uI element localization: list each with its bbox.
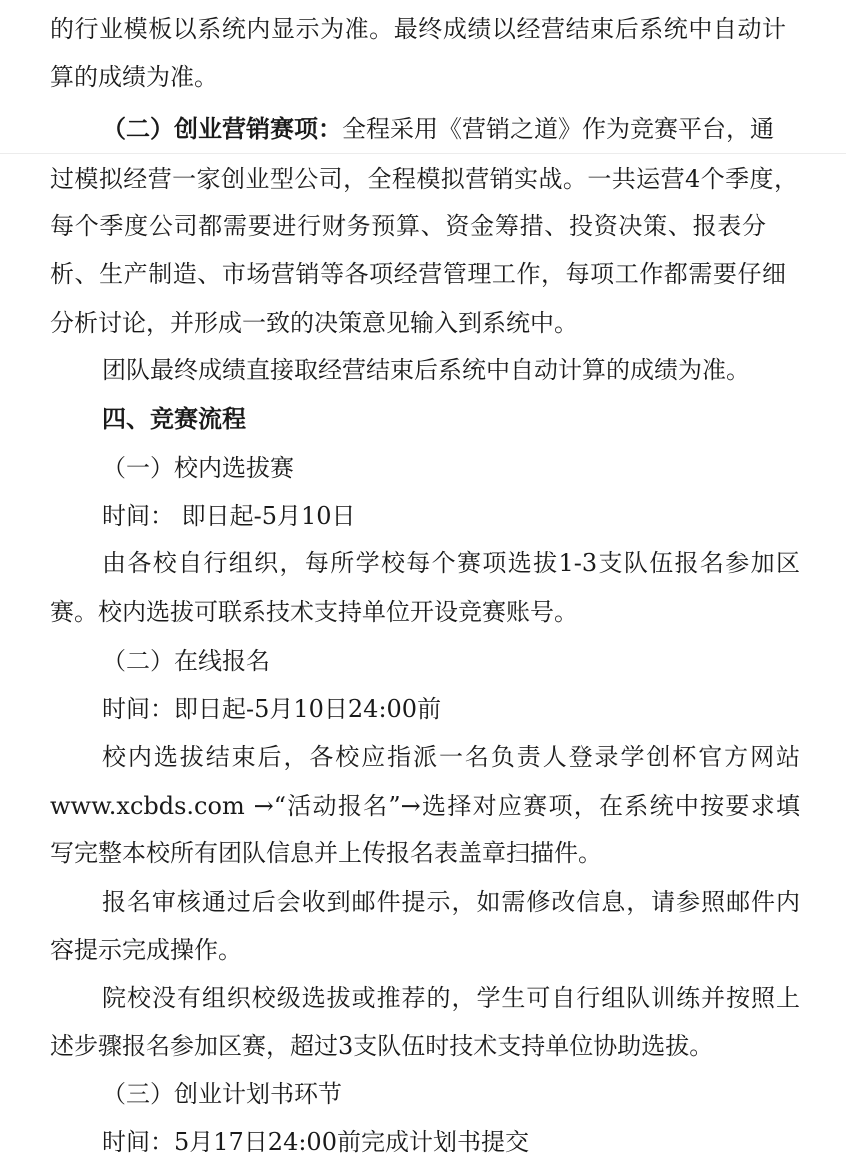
paragraph-line: 析、生产制造、市场营销等各项经营管理工作，每项工作都需要仔细 <box>50 260 786 288</box>
page-fold-line <box>0 153 846 154</box>
subsection-heading: （一）校内选拔赛 <box>102 454 294 482</box>
paragraph-line: 分析讨论，并形成一致的决策意见输入到系统中。 <box>50 309 578 337</box>
paragraph-line: 的行业模板以系统内显示为准。最终成绩以经营结束后系统中自动计 <box>50 15 786 43</box>
paragraph-line: 述步骤报名参加区赛，超过3支队伍时技术支持单位协助选拔。 <box>50 1032 714 1060</box>
paragraph-line: 算的成绩为准。 <box>50 63 218 91</box>
section-heading-marketing <box>102 112 774 146</box>
paragraph-line: 由各校自行组织，每所学校每个赛项选拔1-3支队伍报名参加区 <box>102 549 800 577</box>
paragraph-line: 容提示完成操作。 <box>50 936 242 964</box>
schedule-time: 时间： 即日起-5月10日 <box>102 502 356 530</box>
paragraph-line: 每个季度公司都需要进行财务预算、资金筹措、投资决策、报表分 <box>50 212 766 240</box>
subsection-heading: （三）创业计划书环节 <box>102 1080 342 1108</box>
subsection-heading: （二）在线报名 <box>102 647 270 675</box>
section-heading-label: （二）创业营销赛项： <box>102 114 342 143</box>
paragraph-line: 报名审核通过后会收到邮件提示，如需修改信息，请参照邮件内 <box>102 888 800 916</box>
schedule-time: 时间：5月17日24:00前完成计划书提交 <box>102 1128 529 1156</box>
paragraph-line: 赛。校内选拔可联系技术支持单位开设竞赛账号。 <box>50 598 578 626</box>
paragraph-line-with-website: www.xcbds.com →“活动报名”→选择对应赛项，在系统中按要求填 <box>50 792 800 820</box>
paragraph-line: 院校没有组织校级选拔或推荐的，学生可自行组队训练并按照上 <box>102 984 800 1012</box>
paragraph-line: 团队最终成绩直接取经营结束后系统中自动计算的成绩为准。 <box>102 356 750 384</box>
paragraph-line: 写完整本校所有团队信息并上传报名表盖章扫描件。 <box>50 839 602 867</box>
paragraph-text: 全程采用《营销之道》作为竞赛平台，通 <box>342 115 774 143</box>
section-heading-competition-process: 四、竞赛流程 <box>102 404 246 433</box>
schedule-time: 时间：即日起-5月10日24:00前 <box>102 695 442 723</box>
paragraph-line: 过模拟经营一家创业型公司，全程模拟营销实战。一共运营4个季度， <box>50 165 798 193</box>
paragraph-line: 校内选拔结束后，各校应指派一名负责人登录学创杯官方网站 <box>102 743 800 771</box>
